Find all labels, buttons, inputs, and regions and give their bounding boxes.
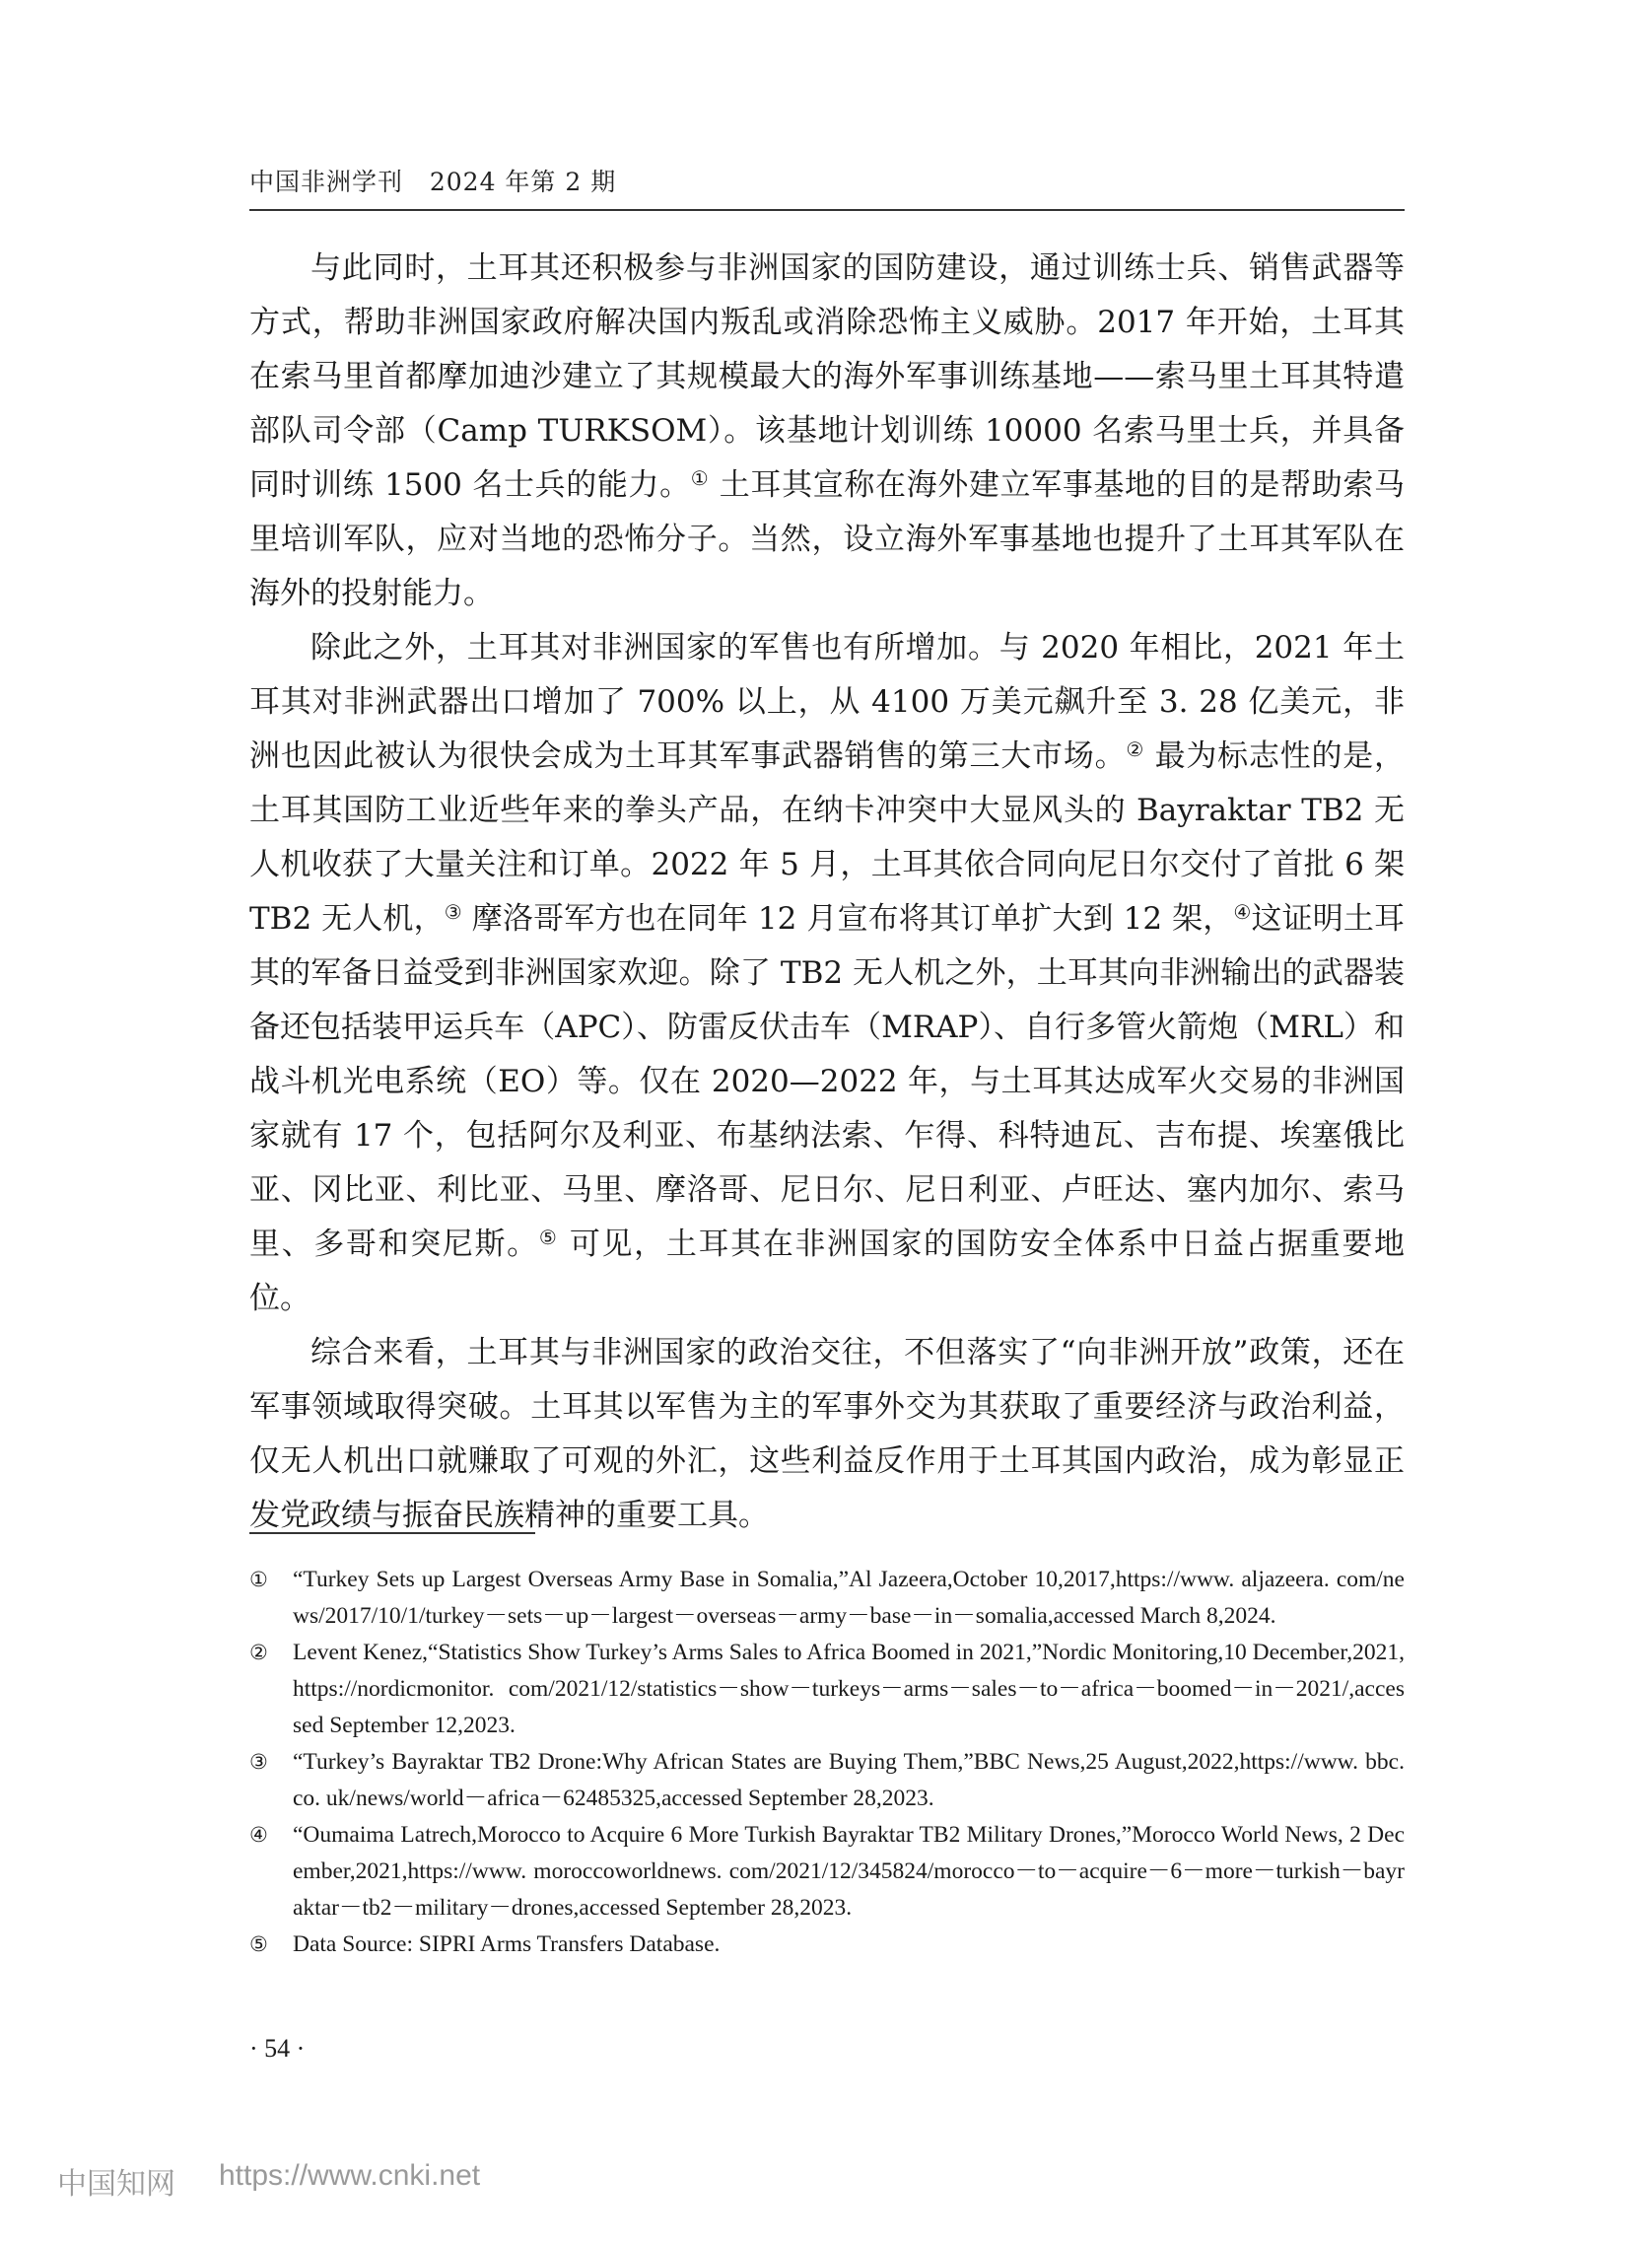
footnote-ref[interactable]: ② bbox=[1126, 737, 1145, 761]
footnote-ref[interactable]: ④ bbox=[1233, 900, 1252, 924]
paragraph-text: 与此同时，土耳其还积极参与非洲国家的国防建设，通过训练士兵、销售武器等方式，帮助非洲国家政府解决国内叛乱或消除恐怖主义威胁。2017 年开始，土耳其在索马里首都摩加迪沙建立了其规模最大的海外军事训练基地——索马里土耳其特遣部队司令部（Camp TURKSOM）。该基地计划训练 10000 名索马里士兵，并具备同时训练 1500 名士兵的能力。 bbox=[249, 250, 1405, 503]
footnote-marker: ⑤ bbox=[249, 1932, 268, 1956]
paragraph-text: 最为标志性的是，土耳其国防工业近些年来的拳头产品，在纳卡冲突中大显风头的 Bayraktar TB2 无人机收获了大量关注和订单。2022 年 5 月，土耳其依合同向尼日尔交付了首批 6 架 TB2 无人机， bbox=[249, 738, 1405, 937]
footnote-ref[interactable]: ③ bbox=[444, 900, 462, 924]
footnote-item bbox=[249, 1744, 1405, 1817]
footnote-marker: ② bbox=[249, 1641, 268, 1664]
footnote-ref[interactable]: ⑤ bbox=[538, 1226, 559, 1249]
paragraph-text: 可见，土耳其在非洲国家的国防安全体系中日益占据重要地位。 bbox=[249, 1227, 1405, 1316]
watermark bbox=[57, 2159, 480, 2203]
watermark-site-name: 中国知网 bbox=[57, 2168, 175, 2201]
watermark-url[interactable]: https://www.cnki.net bbox=[219, 2159, 481, 2192]
paragraph-text: 这证明土耳其的军备日益受到非洲国家欢迎。除了 TB2 无人机之外，土耳其向非洲输出的武器装备还包括装甲运兵车（APC）、防雷反伏击车（MRAP）、自行多管火箭炮（MRL）和战斗机光电系统（EO）等。仅在 2020—2022 年，与土耳其达成军火交易的非洲国家就有 17 个，包括阿尔及利亚、布基纳法索、乍得、科特迪瓦、吉布提、埃塞俄比亚、冈比亚、利比亚、马里、摩洛哥、尼日尔、尼日利亚、卢旺达、塞内加尔、索马里、多哥和突尼斯。 bbox=[249, 901, 1405, 1262]
paragraph bbox=[249, 1326, 1405, 1543]
footnote-marker: ③ bbox=[249, 1750, 268, 1774]
journal-name: 中国非洲学刊 bbox=[249, 168, 404, 196]
paragraph-text: 摩洛哥军方也在同年 12 月宣布将其订单扩大到 12 架， bbox=[461, 901, 1234, 937]
paragraph bbox=[249, 621, 1405, 1326]
issue-label: 2024 年第 2 期 bbox=[429, 168, 617, 196]
footnote-item bbox=[249, 1927, 1405, 1963]
footnote-text: “Turkey’s Bayraktar TB2 Drone:Why African States are Buying Them,”BBC News,25 August,2022,https://www. bbc. co. uk/news/world－africa－62485325,accessed September 28,2023. bbox=[293, 1749, 1405, 1811]
body-text bbox=[249, 242, 1405, 1543]
running-head bbox=[249, 163, 616, 198]
footnote-text: “Oumaima Latrech,Morocco to Acquire 6 More Turkish Bayraktar TB2 Military Drones,”Morocco World News, 2 December,2021,https://www. moroccoworldnews. com/2021/12/345824/morocco－to－acquire－6－more－turkish－bayraktar－tb2－military－drones,accessed September 28,2023. bbox=[293, 1822, 1405, 1921]
footnote-text: Data Source: SIPRI Arms Transfers Database. bbox=[293, 1931, 721, 1957]
footnote-text: “Turkey Sets up Largest Overseas Army Base in Somalia,”Al Jazeera,October 10,2017,https://www. aljazeera. com/news/2017/10/1/turkey－sets－up－largest－overseas－army－base－in－somalia,accessed March 8,2024. bbox=[293, 1567, 1405, 1629]
paragraph-text: 土耳其宣称在海外建立军事基地的目的是帮助索马里培训军队，应对当地的恐怖分子。当然，设立海外军事基地也提升了土耳其军队在海外的投射能力。 bbox=[249, 467, 1405, 611]
footnote-marker: ④ bbox=[249, 1823, 268, 1847]
footnote-ref[interactable]: ① bbox=[690, 466, 710, 490]
footnote-marker: ① bbox=[249, 1568, 268, 1591]
footnote-divider bbox=[249, 1532, 535, 1534]
footnotes bbox=[249, 1562, 1405, 1963]
paragraph-text: 综合来看，土耳其与非洲国家的政治交往，不但落实了“向非洲开放”政策，还在军事领域取得突破。土耳其以军售为主的军事外交为其获取了重要经济与政治利益，仅无人机出口就赚取了可观的外汇，这些利益反作用于土耳其国内政治，成为彰显正发党政绩与振奋民族精神的重要工具。 bbox=[249, 1335, 1405, 1533]
footnote-item bbox=[249, 1635, 1405, 1744]
paragraph bbox=[249, 242, 1405, 621]
footnote-text: Levent Kenez,“Statistics Show Turkey’s Arms Sales to Africa Boomed in 2021,”Nordic Monitoring,10 December,2021,https://nordicmonitor. com/2021/12/statistics－show－turkeys－arms－sales－to－africa－boomed－in－2021/,accessed September 12,2023. bbox=[293, 1640, 1405, 1738]
footnote-item bbox=[249, 1817, 1405, 1927]
footnote-item bbox=[249, 1562, 1405, 1635]
paragraph-text: 除此之外，土耳其对非洲国家的军售也有所增加。与 2020 年相比，2021 年土耳其对非洲武器出口增加了 700% 以上，从 4100 万美元飙升至 3. 28 亿美元，非洲也因此被认为很快会成为土耳其军事武器销售的第三大市场。 bbox=[249, 630, 1405, 774]
page-number: · 54 · bbox=[249, 2034, 306, 2063]
header-divider bbox=[249, 209, 1405, 211]
